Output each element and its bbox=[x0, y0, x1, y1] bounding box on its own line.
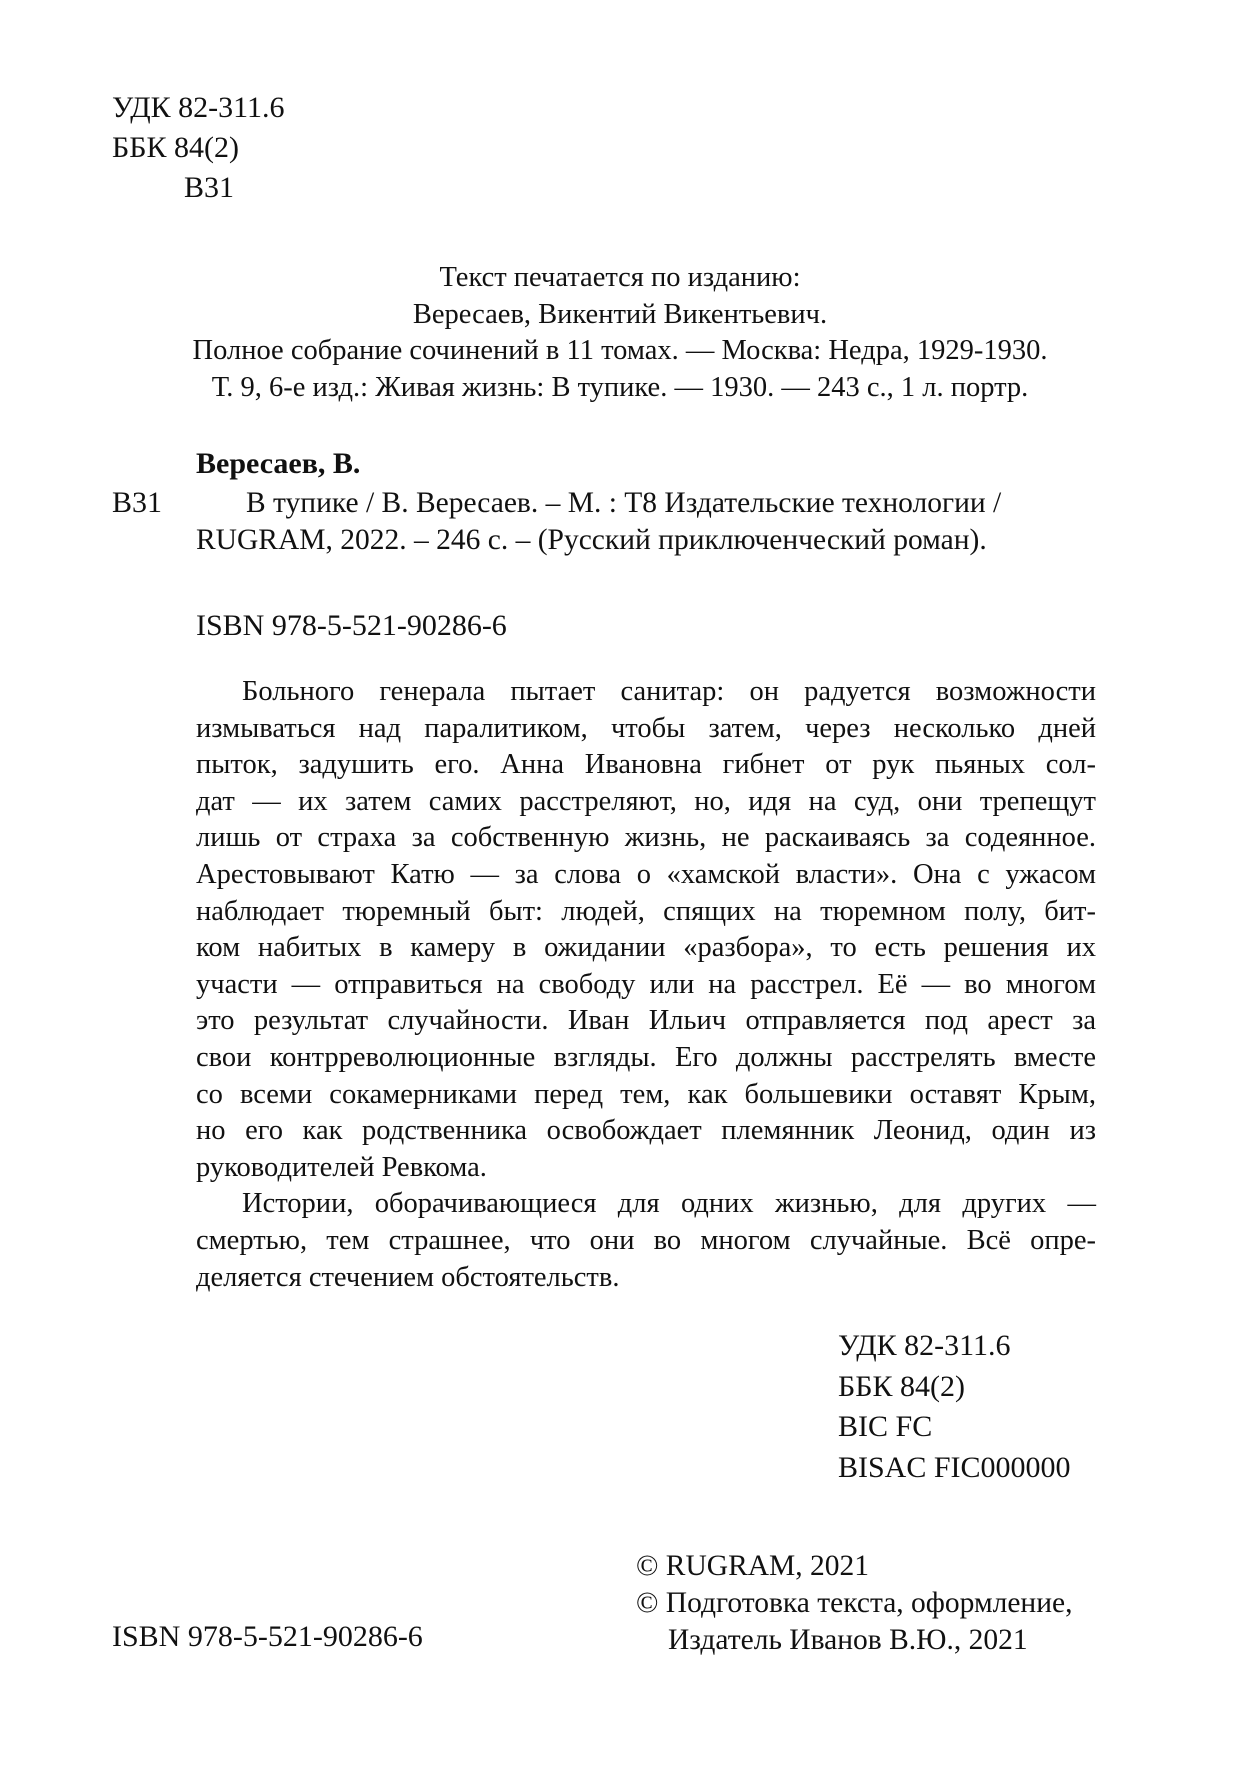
annotation-line: руководителей Ревкома. bbox=[196, 1151, 487, 1183]
bibliographic-description bbox=[196, 485, 1096, 558]
author-mark: В31 bbox=[184, 171, 235, 204]
bibliographic-line: В тупике / В. Вересаев. – М. : Т8 Издательские технологии / bbox=[246, 487, 1002, 519]
source-line: Т. 9, 6-е изд.: Живая жизнь: В тупике. — 1930. — 243 с., 1 л. портр. bbox=[211, 371, 1029, 403]
annotation-line: участи — отправиться на свободу или на расстрел. Её — во многом bbox=[196, 968, 1096, 1000]
annotation-line: смертью, тем страшнее, что они во многом случайные. Всё опре- bbox=[196, 1224, 1096, 1256]
source-line: Полное собрание сочинений в 11 томах. — Москва: Недра, 1929-1930. bbox=[192, 335, 1048, 366]
annotation-line: Арестовывают Катю — за слова о «хамской власти». Она с ужасом bbox=[196, 858, 1096, 890]
bbk-code: ББК 84(2) bbox=[838, 1369, 965, 1403]
annotation-line: это результат случайности. Иван Ильич отправляется под арест за bbox=[196, 1005, 1096, 1037]
annotation-line: Истории, оборачивающиеся для одних жизнью, для других — bbox=[242, 1188, 1096, 1220]
source-line: Текст печатается по изданию: bbox=[439, 262, 801, 293]
udk-code: УДК 82-311.6 bbox=[838, 1329, 1011, 1362]
udk-code: УДК 82-311.6 bbox=[112, 91, 285, 124]
bibliographic-line: RUGRAM, 2022. – 246 с. – (Русский приключенческий роман). bbox=[196, 523, 987, 556]
annotation-line: со всеми сокамерниками перед тем, как большевики оставят Крым, bbox=[196, 1078, 1096, 1110]
annotation-line: деляется стечением обстоятельств. bbox=[196, 1261, 620, 1293]
annotation-line: наблюдает тюремный быт: людей, спящих на тюремном полу, бит- bbox=[196, 895, 1096, 927]
copyright-notice bbox=[636, 1548, 1072, 1659]
bbk-code: ББК 84(2) bbox=[112, 131, 239, 164]
annotation-line: пыток, задушить его. Анна Ивановна гибнет от рук пьяных сол- bbox=[196, 749, 1096, 781]
footer-isbn: ISBN 978-5-521-90286-6 bbox=[112, 1620, 423, 1653]
annotation-line: измываться над паралитиком, чтобы затем, через несколько дней bbox=[196, 712, 1096, 744]
bibliographic-author: Вересаев, В. bbox=[196, 447, 361, 480]
isbn: ISBN 978-5-521-90286-6 bbox=[196, 609, 507, 642]
annotation-line: но его как родственника освобождает племянник Леонид, один из bbox=[196, 1115, 1096, 1147]
annotation bbox=[196, 674, 1096, 1296]
bibliographic-author-mark: В31 bbox=[112, 486, 163, 519]
source-edition-note bbox=[100, 260, 1140, 406]
header-classification-codes bbox=[112, 88, 285, 208]
annotation-line: Больного генерала пытает санитар: он радуется возможности bbox=[242, 676, 1096, 707]
copyright-line: © Подготовка текста, оформление, bbox=[636, 1587, 1073, 1619]
classification-codes bbox=[838, 1326, 1071, 1488]
bic-code: BIC FC bbox=[838, 1410, 933, 1443]
annotation-line: ком набитых в камеру в ожидании «разбора», то есть решения их bbox=[196, 932, 1096, 964]
bisac-code: BISAC FIC000000 bbox=[838, 1450, 1071, 1484]
source-line: Вересаев, Викентий Викентьевич. bbox=[412, 298, 828, 330]
copyright-line: © RUGRAM, 2021 bbox=[636, 1550, 870, 1582]
annotation-line: дат — их затем самих расстреляют, но, идя на суд, они трепещут bbox=[196, 785, 1096, 817]
annotation-line: лишь от страха за собственную жизнь, не раскаиваясь за содеянное. bbox=[196, 822, 1096, 854]
annotation-line: свои контрреволюционные взгляды. Его должны расстрелять вместе bbox=[196, 1041, 1096, 1073]
copyright-line: Издатель Иванов В.Ю., 2021 bbox=[668, 1624, 1028, 1656]
